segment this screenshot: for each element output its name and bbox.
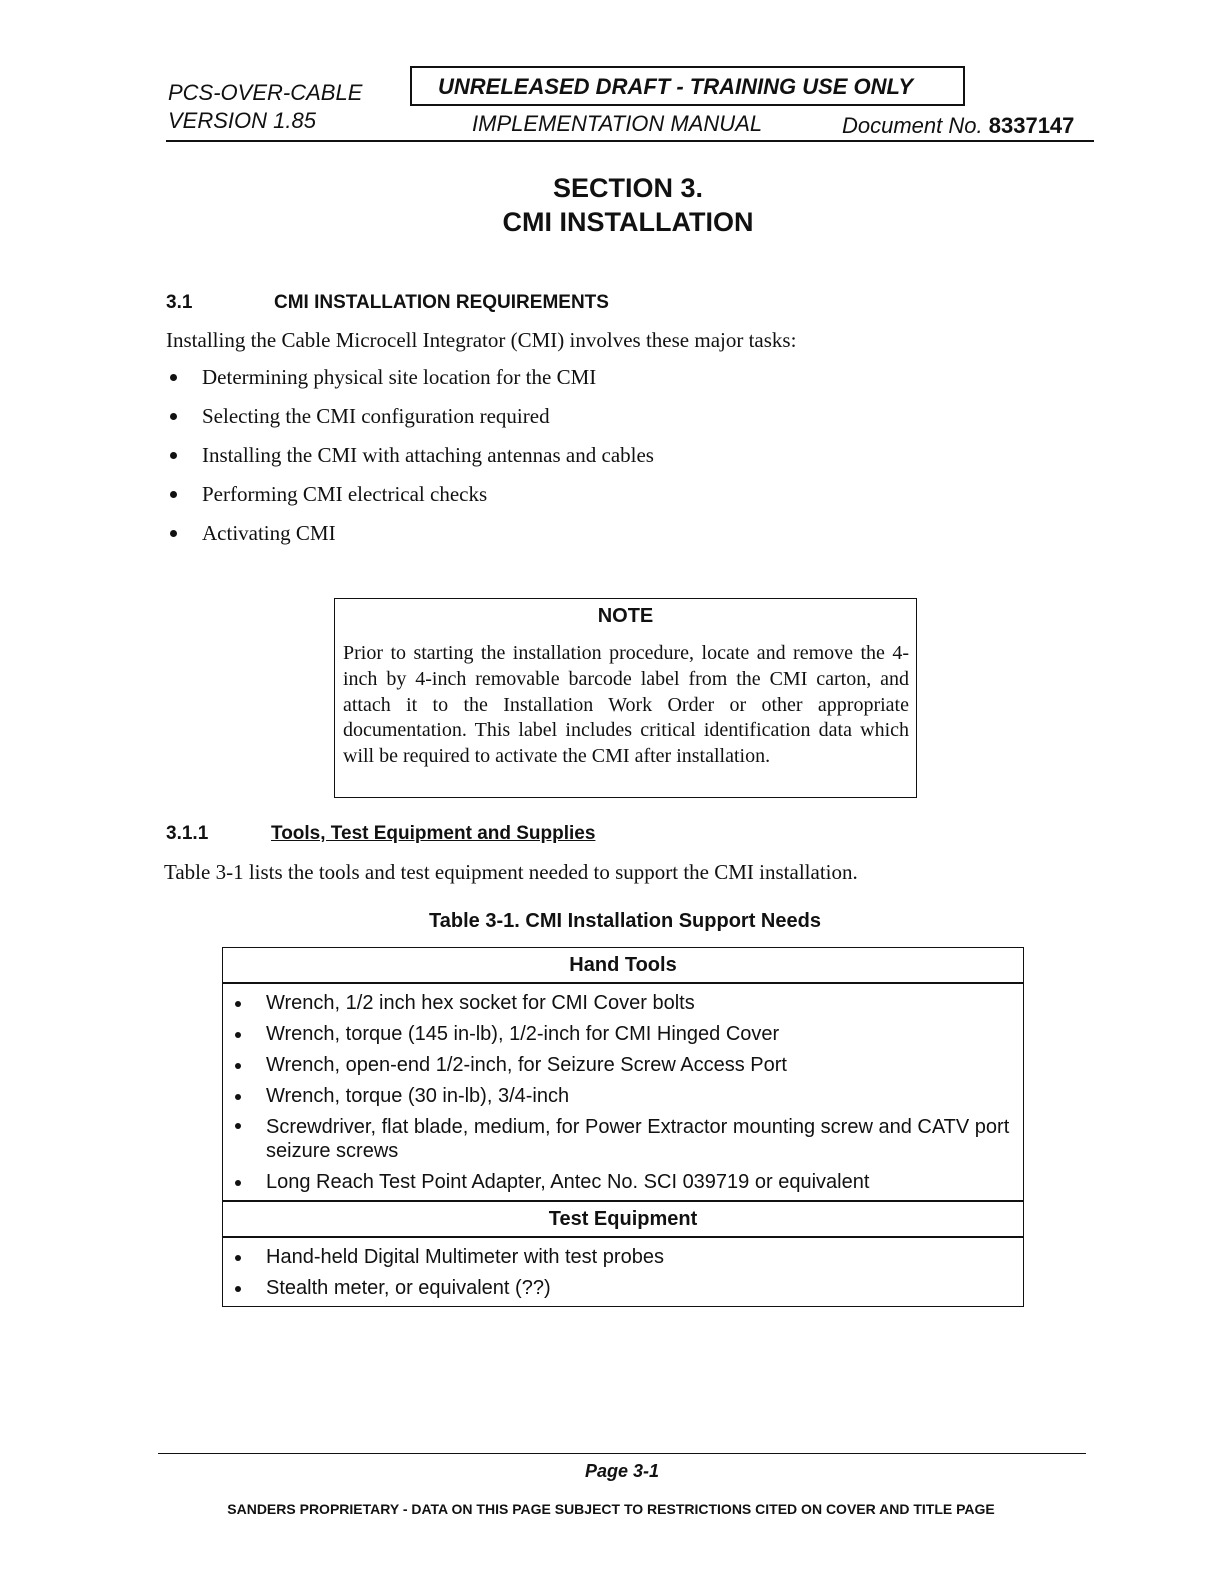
- task-list: [168, 365, 654, 560]
- bullet-icon: [170, 452, 177, 459]
- table-row: [223, 1050, 1023, 1081]
- note-title: NOTE: [597, 605, 654, 627]
- tools-paragraph: Table 3-1 lists the tools and test equipment needed to support the CMI installation.: [164, 860, 858, 884]
- bullet-icon: [170, 530, 177, 537]
- list-item: [168, 521, 654, 560]
- product-name: PCS-OVER-CABLE: [168, 80, 363, 105]
- table-row: [223, 1112, 1023, 1167]
- list-item-text: Activating CMI: [202, 521, 336, 545]
- table-cell: Wrench, 1/2 inch hex socket for CMI Cover bolts: [266, 992, 695, 1014]
- footer-divider: [158, 1453, 1086, 1454]
- bullet-icon: [235, 1001, 241, 1007]
- header-divider: [166, 140, 1094, 142]
- table-caption: Table 3-1. CMI Installation Support Needs: [429, 910, 821, 932]
- intro-paragraph: Installing the Cable Microcell Integrator (CMI) involves these major tasks:: [166, 328, 797, 352]
- note-box: [334, 598, 917, 798]
- table-row: [223, 1081, 1023, 1112]
- version-label: VERSION 1.85: [168, 108, 316, 133]
- list-item-text: Performing CMI electrical checks: [202, 482, 488, 506]
- bullet-icon: [235, 1255, 241, 1261]
- table-cell: Stealth meter, or equivalent (??): [266, 1277, 551, 1299]
- hand-tools-list: [223, 984, 1023, 1200]
- subsubsection-number: 3.1.1: [166, 823, 209, 844]
- section-number: SECTION 3.: [552, 173, 704, 203]
- bullet-icon: [235, 1123, 241, 1129]
- list-item: [168, 404, 654, 443]
- bullet-icon: [170, 491, 177, 498]
- subsection-number: 3.1: [166, 292, 193, 313]
- document-number-value: 8337147: [988, 113, 1075, 138]
- test-equipment-header: Test Equipment: [223, 1200, 1023, 1238]
- bullet-icon: [235, 1094, 241, 1100]
- section-title: CMI INSTALLATION: [502, 207, 754, 237]
- table-row: [223, 1167, 1023, 1198]
- bullet-icon: [170, 413, 177, 420]
- note-text: Prior to starting the installation procedure, locate and remove the 4-inch by 4-inch removable barcode label from the CMI carton, and attach it to the Installation Work Order or other appropriate documentation. This label includes critical identification data which will be required to activate the CMI after installation.: [343, 642, 909, 768]
- bullet-icon: [170, 374, 177, 381]
- table-row: [223, 1019, 1023, 1050]
- bullet-icon: [235, 1063, 241, 1069]
- subsubsection-title: Tools, Test Equipment and Supplies: [271, 823, 596, 844]
- bullet-icon: [235, 1286, 241, 1292]
- table-row: [223, 1242, 1023, 1273]
- list-item: [168, 443, 654, 482]
- table-cell: Wrench, torque (145 in-lb), 1/2-inch for CMI Hinged Cover: [266, 1023, 780, 1045]
- test-equipment-list: [223, 1238, 1023, 1306]
- document-number-label: Document No.: [842, 113, 983, 138]
- support-needs-table: [222, 947, 1024, 1307]
- draft-notice: UNRELEASED DRAFT - TRAINING USE ONLY: [438, 74, 914, 99]
- table-cell: Wrench, open-end 1/2-inch, for Seizure Screw Access Port: [266, 1054, 787, 1076]
- bullet-icon: [235, 1180, 241, 1186]
- table-cell: Hand-held Digital Multimeter with test probes: [266, 1246, 664, 1268]
- list-item-text: Determining physical site location for the CMI: [202, 365, 597, 389]
- proprietary-notice: SANDERS PROPRIETARY - DATA ON THIS PAGE SUBJECT TO RESTRICTIONS CITED ON COVER AND TITLE PAGE: [227, 1501, 995, 1517]
- subsection-title: CMI INSTALLATION REQUIREMENTS: [274, 292, 609, 313]
- list-item-text: Installing the CMI with attaching antennas and cables: [202, 443, 654, 467]
- page-number: Page 3-1: [584, 1461, 660, 1481]
- document-number: [842, 113, 1074, 139]
- table-cell: Long Reach Test Point Adapter, Antec No. SCI 039719 or equivalent: [266, 1171, 870, 1193]
- manual-title: IMPLEMENTATION MANUAL: [472, 111, 763, 136]
- list-item-text: Selecting the CMI configuration required: [202, 404, 550, 428]
- table-cell: Screwdriver, flat blade, medium, for Power Extractor mounting screw and CATV port seizure screws: [266, 1116, 1010, 1162]
- draft-notice-box: [410, 66, 965, 106]
- table-row: [223, 988, 1023, 1019]
- bullet-icon: [235, 1032, 241, 1038]
- hand-tools-header: Hand Tools: [223, 948, 1023, 984]
- table-row: [223, 1273, 1023, 1304]
- table-cell: Wrench, torque (30 in-lb), 3/4-inch: [266, 1085, 570, 1107]
- list-item: [168, 365, 654, 404]
- list-item: [168, 482, 654, 521]
